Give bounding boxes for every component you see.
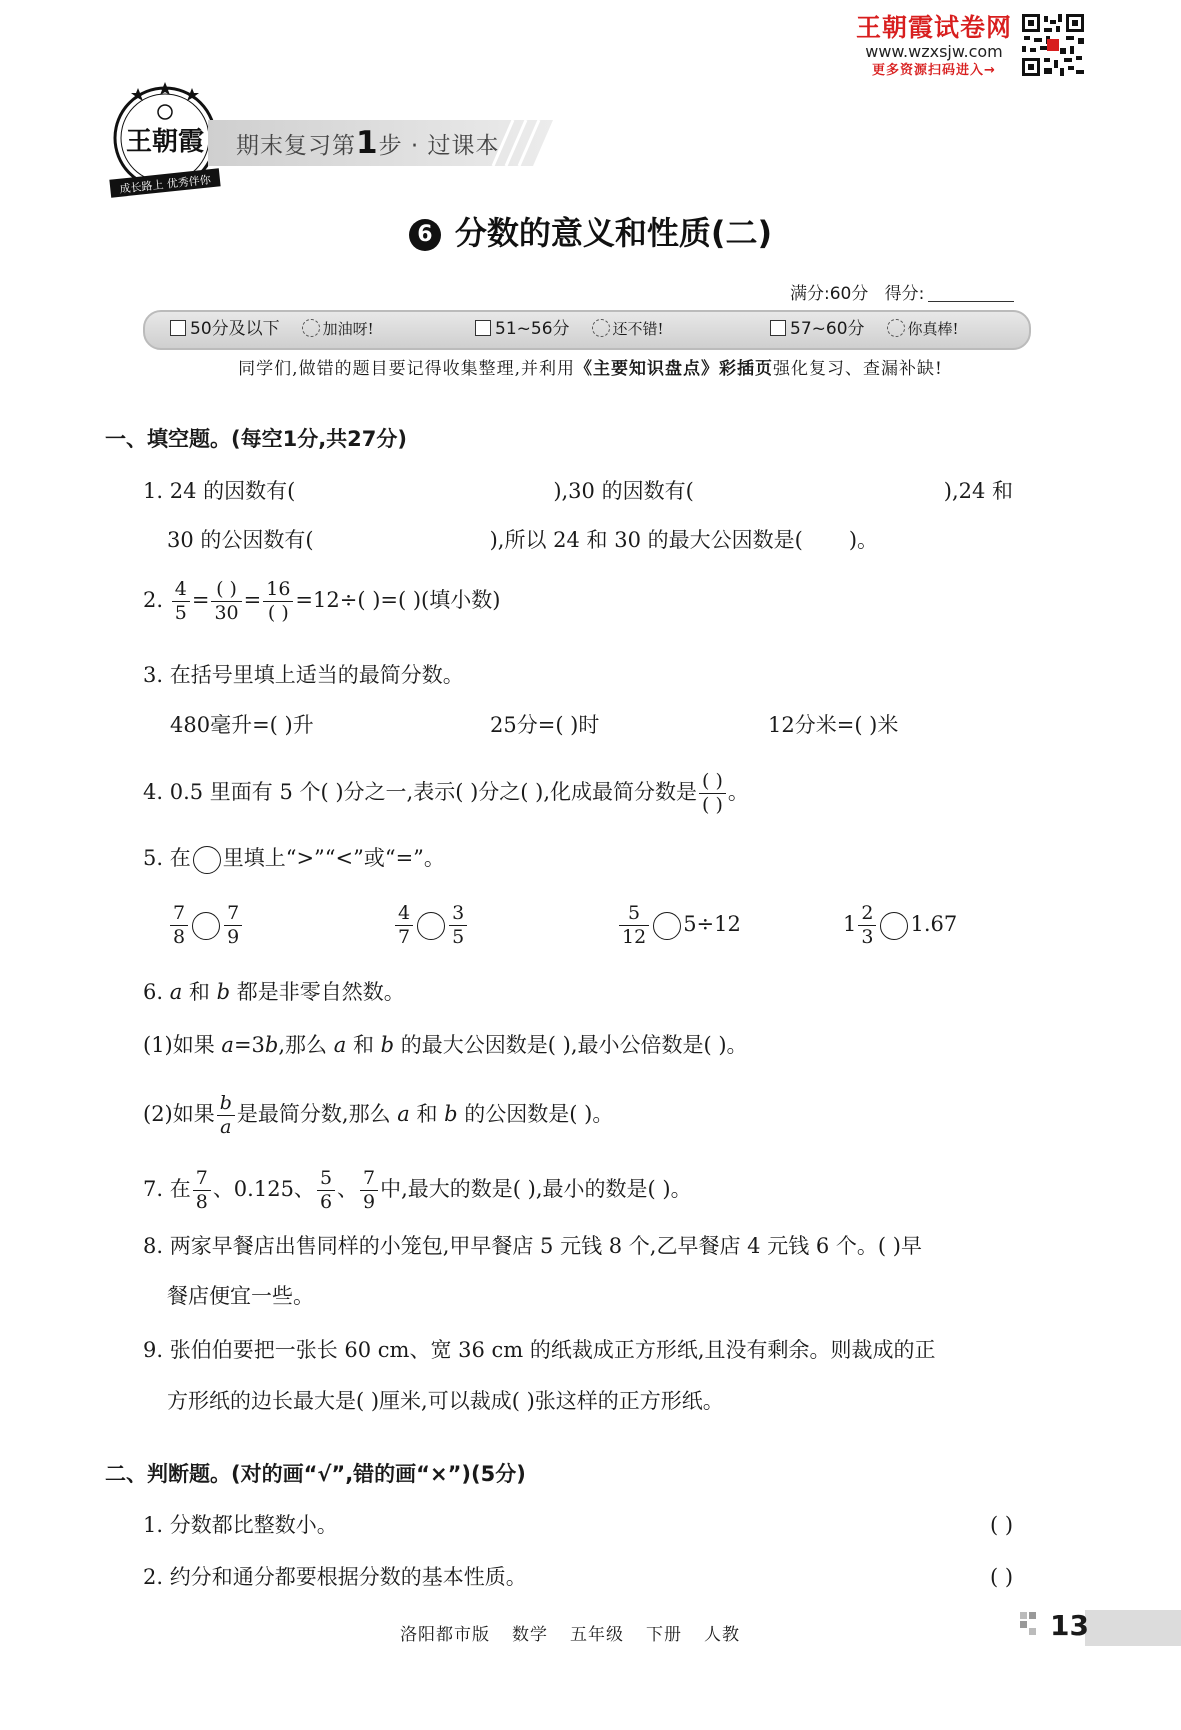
face-icon [592, 319, 610, 337]
judge-item-1: 1. 分数都比整数小。 [143, 1513, 338, 1537]
judge-answer-1[interactable]: ( ) [990, 1513, 1014, 1537]
q2-line: 2. $\frac{4}{5}$ = $\frac{( )}{30}$ = $\frac{16}{( )}$ =12÷( )=( )(填小数) [143, 578, 501, 624]
judge-item-2: 2. 约分和通分都要根据分数的基本性质。 [143, 1565, 527, 1589]
q2-fraction-3: $\frac{16}{( )}$ [263, 578, 293, 625]
grade-checkbox[interactable] [475, 320, 491, 336]
q3-item-a: 480毫升=( )升 [170, 713, 314, 737]
compare-circle-icon[interactable] [192, 912, 220, 940]
q6-part-2: (2)如果 $\frac{b}{a}$ 是最简分数,那么 a 和 b 的公因数是( )。 [143, 1092, 614, 1138]
grade-checkbox[interactable] [770, 320, 786, 336]
page-corner-decoration [1020, 1612, 1046, 1636]
brand-block [850, 14, 1018, 80]
page-title [0, 210, 1181, 256]
q5-compare-3: $\frac{5}{12}$ 5÷12 [617, 902, 741, 949]
q6-part-1: (1)如果 a=3b,那么 a 和 b 的最大公因数是( ),最小公倍数是( )。 [143, 1033, 748, 1057]
q9-line-2: 方形纸的边长最大是( )厘米,可以裁成( )张这样的正方形纸。 [167, 1389, 724, 1413]
q3-item-b: 25分=( )时 [490, 713, 600, 737]
instruction-note: 同学们,做错的题目要记得收集整理,并利用《主要知识盘点》彩插页强化复习、查漏补缺! [238, 359, 943, 379]
q8-line-2: 餐店便宜一些。 [167, 1284, 314, 1308]
q1-line-1: 1. 24 的因数有( ),30 的因数有( ),24 和 [143, 479, 1014, 503]
q3-stem: 3. 在括号里填上适当的最简分数。 [143, 663, 464, 687]
brand-more-link[interactable]: 更多资源扫码进入→ [872, 63, 996, 78]
q6-stem: 6. a 和 b 都是非零自然数。 [143, 980, 405, 1004]
q2-fraction-2: $\frac{( )}{30}$ [211, 578, 241, 625]
title-text: 分数的意义和性质(二) [454, 214, 773, 252]
qr-code-icon[interactable] [1020, 12, 1086, 78]
seal-ribbon-text: 成长路上 优秀伴你 [118, 173, 212, 196]
q5-stem: 5. 在 里填上“>”“<”或“=”。 [143, 843, 445, 874]
step-banner-text: 期末复习第1步 · 过课本 [236, 125, 500, 161]
q3-item-c: 12分米=( )米 [768, 713, 899, 737]
section-2-heading: 二、判断题。(对的画“√”,错的画“×”)(5分) [105, 1462, 526, 1486]
q2-fraction-1: $\frac{4}{5}$ [172, 578, 190, 625]
compare-circle-icon[interactable] [653, 912, 681, 940]
footer-edition: 洛阳都市版 数学 五年级 下册 人教 [400, 1625, 740, 1645]
grade-option-2: 51~56分 还不错! [475, 314, 664, 344]
q7-line: 7. 在 $\frac{7}{8}$ 、0.125、 $\frac{5}{6}$ 、 $\frac{7}{9}$ 中,最大的数是( ),最小的数是( )。 [143, 1167, 692, 1213]
section-1-heading: 一、填空题。(每空1分,共27分) [105, 427, 408, 451]
score-input[interactable] [928, 285, 1014, 302]
compare-circle-icon[interactable] [417, 912, 445, 940]
seal-logo-text: 王朝霞 [125, 127, 205, 157]
q1-line-2: 30 的公因数有( ),所以 24 和 30 的最大公因数是( )。 [167, 528, 879, 552]
judge-answer-2[interactable]: ( ) [990, 1565, 1014, 1589]
compare-circle-icon[interactable] [880, 912, 908, 940]
q9-line-1: 9. 张伯伯要把一张长 60 cm、宽 36 cm 的纸裁成正方形纸,且没有剩余。则裁成的正 [143, 1338, 936, 1362]
q5-compare-2: $\frac{4}{7}$ $\frac{3}{5}$ [393, 902, 469, 949]
face-icon [887, 319, 905, 337]
grade-option-3: 57~60分 你真棒! [770, 314, 959, 344]
q5-compare-4: 1 $\frac{2}{3}$ 1.67 [843, 902, 958, 948]
page-number-bar [1085, 1610, 1181, 1646]
title-number-badge: 6 [409, 219, 441, 251]
q5-compare-1: $\frac{7}{8}$ $\frac{7}{9}$ [168, 902, 244, 949]
q8-line-1: 8. 两家早餐店出售同样的小笼包,甲早餐店 5 元钱 8 个,乙早餐店 4 元钱 6 个。( )早 [143, 1234, 922, 1258]
q4-line: 4. 0.5 里面有 5 个( )分之一,表示( )分之( ),化成最简分数是 $\frac{( )}{( )}$ 。 [143, 770, 749, 816]
grade-option-1: 50分及以下 加油呀! [170, 314, 374, 344]
face-icon [302, 319, 320, 337]
grade-checkbox[interactable] [170, 320, 186, 336]
score-line: 满分:60分 得分: [790, 279, 1014, 304]
brand-name: 王朝霞试卷网 [855, 13, 1012, 42]
brand-seal-logo [108, 82, 222, 200]
compare-circle-icon [193, 846, 221, 874]
page-number: 13 [1050, 1609, 1089, 1642]
q4-answer-fraction: $\frac{( )}{( )}$ [699, 770, 726, 817]
brand-url[interactable]: www.wzxsjw.com [865, 42, 1003, 61]
